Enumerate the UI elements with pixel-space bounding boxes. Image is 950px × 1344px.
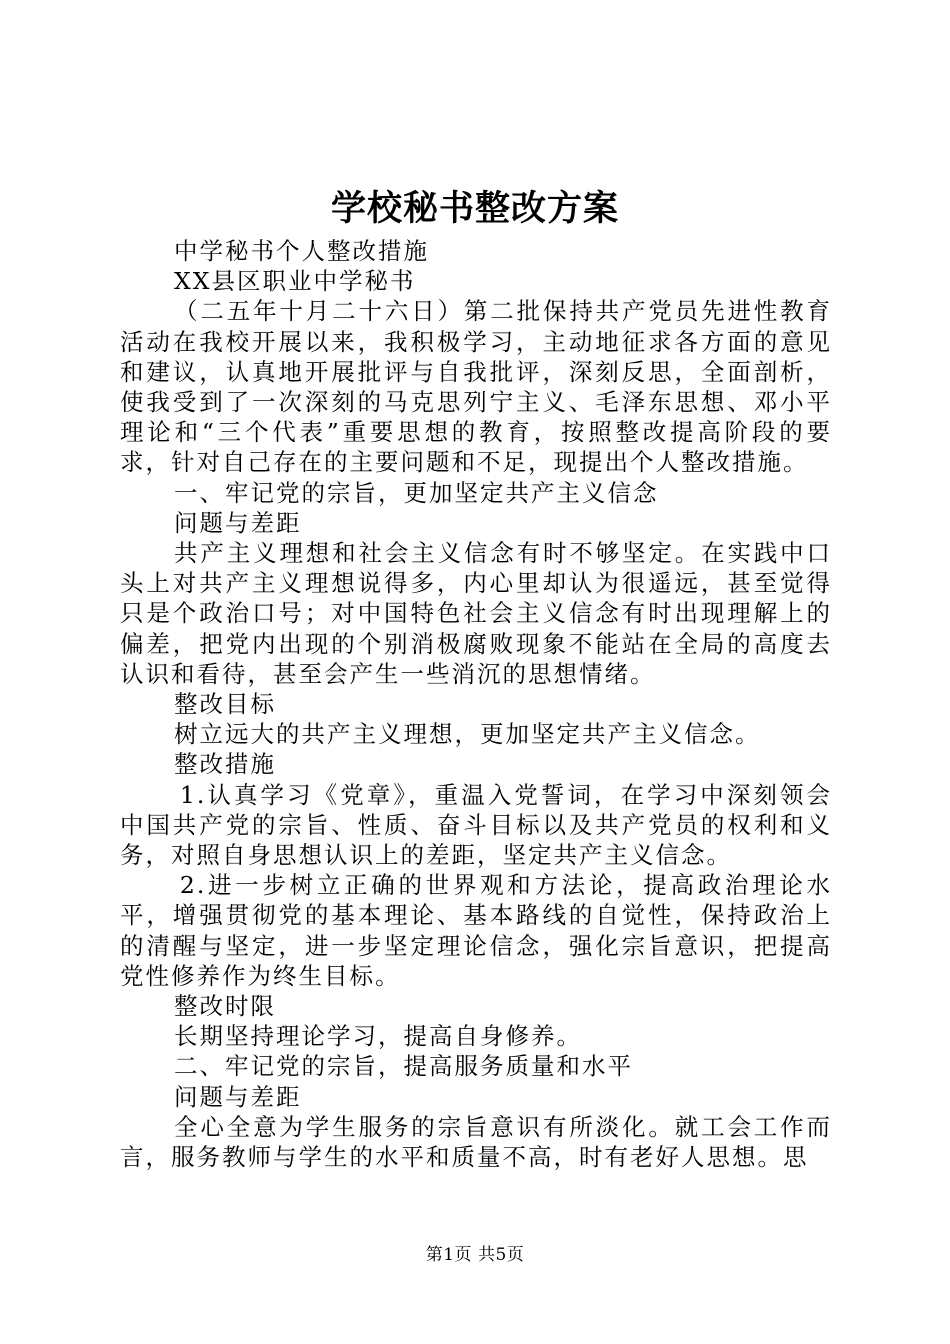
paragraph-measure-2: 2.进一步树立正确的世界观和方法论，提高政治理论水平，增强贯彻党的基本理论、基本路线的自觉性，保持政治上的清醒与坚定，进一步坚定理论信念，强化宗旨意识，把提高党性修养作为终生目标。 [120,871,832,990]
subheading-measures: 整改措施 [174,750,277,779]
subheading-problems: 问题与差距 [174,508,302,537]
paragraph-author: XX县区职业中学秘书 [174,267,416,296]
subheading-goal: 整改目标 [174,690,277,719]
paragraph-problems: 共产主义理想和社会主义信念有时不够坚定。在实践中口头上对共产主义理想说得多，内心里却认为很遥远，甚至觉得只是个政治口号；对中国特色社会主义信念有时出现理解上的偏差，把党内出现的个别消极腐败现象不能站在全局的高度去认识和看待，甚至会产生一些消沉的思想情绪。 [120,539,832,688]
section-heading-2: 二、牢记党的宗旨，提高服务质量和水平 [174,1052,634,1081]
subheading-deadline: 整改时限 [174,992,277,1021]
page-footer: 第1页 共5页 [425,1245,525,1265]
paragraph-problems-2: 全心全意为学生服务的宗旨意识有所淡化。就工会工作而言，服务教师与学生的水平和质量不高，时有老好人思想。思 [120,1112,832,1172]
document-title: 学校秘书整改方案 [330,188,619,229]
paragraph-subtitle: 中学秘书个人整改措施 [174,237,430,265]
paragraph-deadline: 长期坚持理论学习，提高自身修养。 [174,1022,583,1051]
document-body [120,236,832,1172]
paragraph-goal: 树立远大的共产主义理想，更加坚定共产主义信念。 [174,720,761,749]
paragraph-intro: （二五年十月二十六日）第二批保持共产党员先进性教育活动在我校开展以来，我积极学习，主动地征求各方面的意见和建议，认真地开展批评与自我批评，深刻反思，全面剖析，使我受到了一次深刻的马克思列宁主义、毛泽东思想、邓小平理论和“三个代表”重要思想的教育，按照整改提高阶段的要求，针对自己存在的主要问题和不足，现提出个人整改措施。 [120,297,832,477]
subheading-problems-2: 问题与差距 [174,1082,302,1111]
section-heading-1: 一、牢记党的宗旨，更加坚定共产主义信念 [174,478,659,507]
paragraph-measure-1: 1.认真学习《党章》，重温入党誓词，在学习中深刻领会中国共产党的宗旨、性质、奋斗目标以及共产党员的权利和义务，对照自身思想认识上的差距，坚定共产主义信念。 [120,780,832,870]
